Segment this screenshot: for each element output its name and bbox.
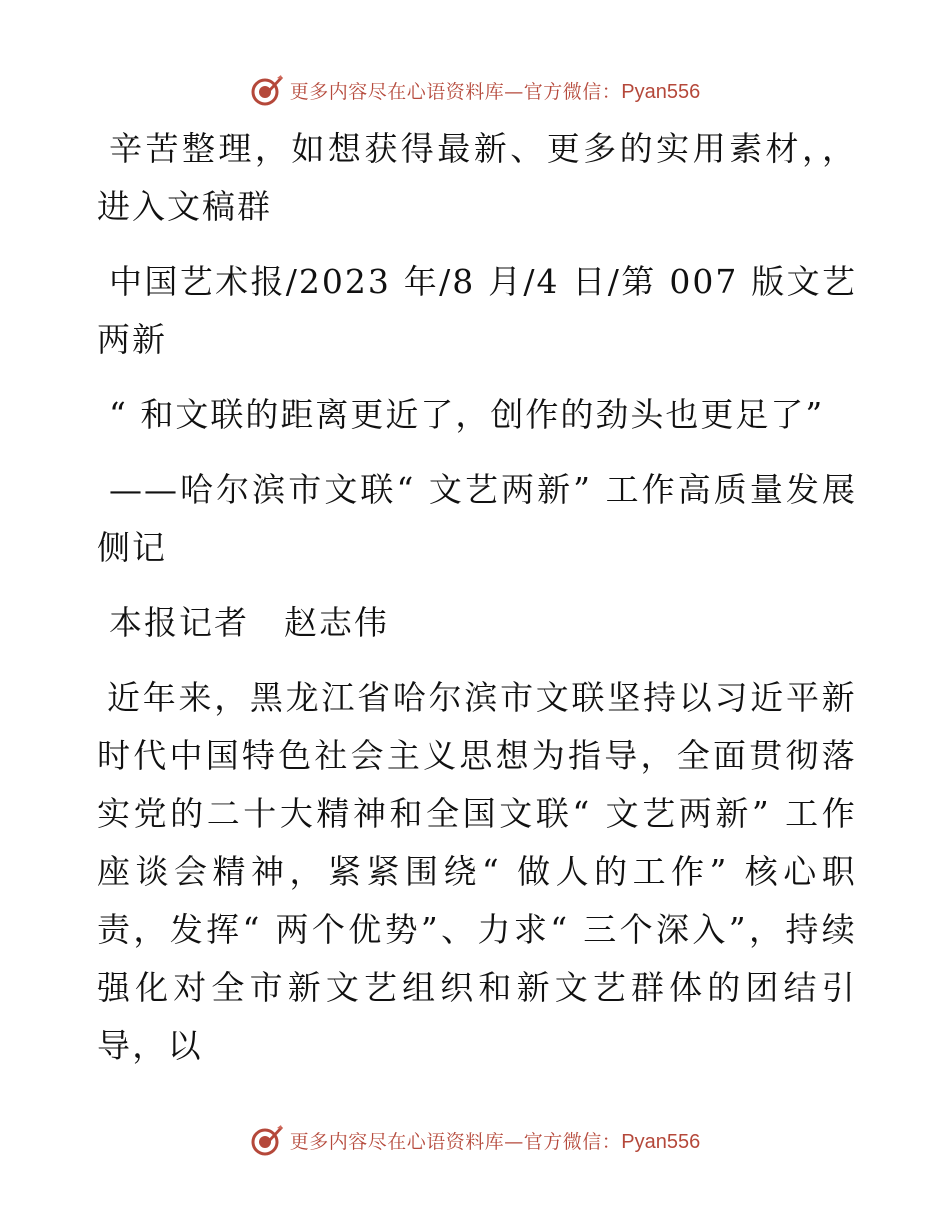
article-subheadline: ——哈尔滨市文联“ 文艺两新” 工作高质量发展侧记	[97, 470, 857, 567]
intro-paragraph: 辛苦整理，如想获得最新、更多的实用素材，，进入文稿群	[97, 129, 857, 226]
article-headline: “ 和文联的距离更近了，创作的劲头也更足了”	[109, 395, 825, 434]
body-paragraph: 近年来，黑龙江省哈尔滨市文联坚持以习近平新时代中国特色社会主义思想为指导，全面贯彻落实党的二十大精神和全国文联“ 文艺两新” 工作座谈会精神，紧紧围绕“ 做人的工作” 核心职责，发挥“ 两个优势”、力求“ 三个深入”，持续强化对全市新文艺组织和新文艺群体的团结引导，以	[97, 678, 857, 1065]
source-line: 中国艺术报/2023 年/8 月/4 日/第 007 版文艺两新	[97, 262, 857, 359]
footer-watermark-banner	[0, 1120, 950, 1160]
watermark-text: 更多内容尽在心语资料库—官方微信：Pyan556	[289, 80, 701, 103]
watermark-text: 更多内容尽在心语资料库—官方微信：Pyan556	[289, 1130, 701, 1153]
feather-pen-seal-icon	[250, 73, 284, 107]
byline: 本报记者 赵志伟	[109, 603, 389, 642]
feather-pen-seal-icon	[250, 1123, 284, 1157]
document-body	[97, 120, 857, 1092]
header-watermark-banner	[0, 70, 950, 110]
